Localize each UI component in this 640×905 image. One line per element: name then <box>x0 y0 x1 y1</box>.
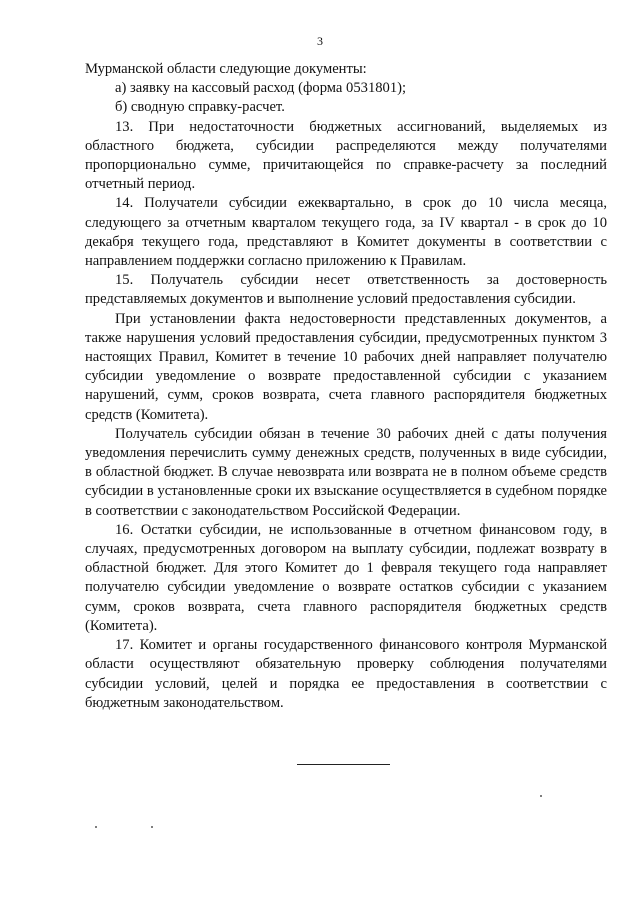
page-number: 3 <box>317 34 323 48</box>
intro-line: Мурманской области следующие документы: <box>85 61 367 77</box>
scan-speck <box>151 826 153 828</box>
paragraph-14: 14. Получатели субсидии ежеквартально, в срок до 10 числа месяца, следующего за отчетным кварталом текущего года, за IV квартал - в срок до 10 декабря текущего года, представляют в Комитет документы в соответствии с направлением поддержки согласно приложению к Правилам. <box>85 195 607 270</box>
document-body <box>85 60 607 713</box>
paragraph-15: 15. Получатель субсидии несет ответственность за достоверность представляемых документов и выполнение условий предоставления субсидии. <box>85 272 607 308</box>
paragraph-15-falsification: При установлении факта недостоверности представленных документов, а также нарушения условий предоставления субсидии, предусмотренных пунктом 3 настоящих Правил, Комитет в течение 10 рабочих дней направляет получателю субсидии уведомление о возврате предоставленной субсидии с указанием нарушений, сумм, сроков возврата, счета главного распорядителя бюджетных средств (Комитета). <box>85 310 607 423</box>
list-item-a: а) заявку на кассовый расход (форма 0531801); <box>115 80 407 97</box>
paragraph-16: 16. Остатки субсидии, не использованные в отчетном финансовом году, в случаях, предусмотренных договором на выплату субсидии, подлежат возврату в областной бюджет. Для этого Комитет до 1 февраля текущего года направляет получателю субсидии уведомление о возврате остатков субсидии с указанием сумм, сроков возврата, счета главного распорядителя бюджетных средств (Комитета). <box>85 521 607 634</box>
list-item-b: б) сводную справку-расчет. <box>115 99 285 116</box>
paragraph-17: 17. Комитет и органы государственного финансового контроля Мурманской области осуществляют обязательную проверку соблюдения получателями субсидии условий, целей и порядка ее предоставления в соответствии с бюджетным законодательством. <box>85 637 607 711</box>
scan-speck <box>95 826 97 828</box>
paragraph-15-repayment: Получатель субсидии обязан в течение 30 рабочих дней с даты получения уведомления перечислить сумму денежных средств, полученных в виде субсидии, в областной бюджет. В случае невозврата или возврата не в полном объеме средств субсидии в установленные сроки их взыскание осуществляется в судебном порядке в соответствии с законодательством Российской Федерации. <box>85 425 607 519</box>
paragraph-13: 13. При недостаточности бюджетных ассигнований, выделяемых из областного бюджета, субсидии распределяются между получателями пропорционально сумме, причитающейся по справке-расчету за последний отчетный период. <box>85 118 607 193</box>
scan-speck <box>540 795 542 797</box>
end-divider <box>297 764 390 765</box>
